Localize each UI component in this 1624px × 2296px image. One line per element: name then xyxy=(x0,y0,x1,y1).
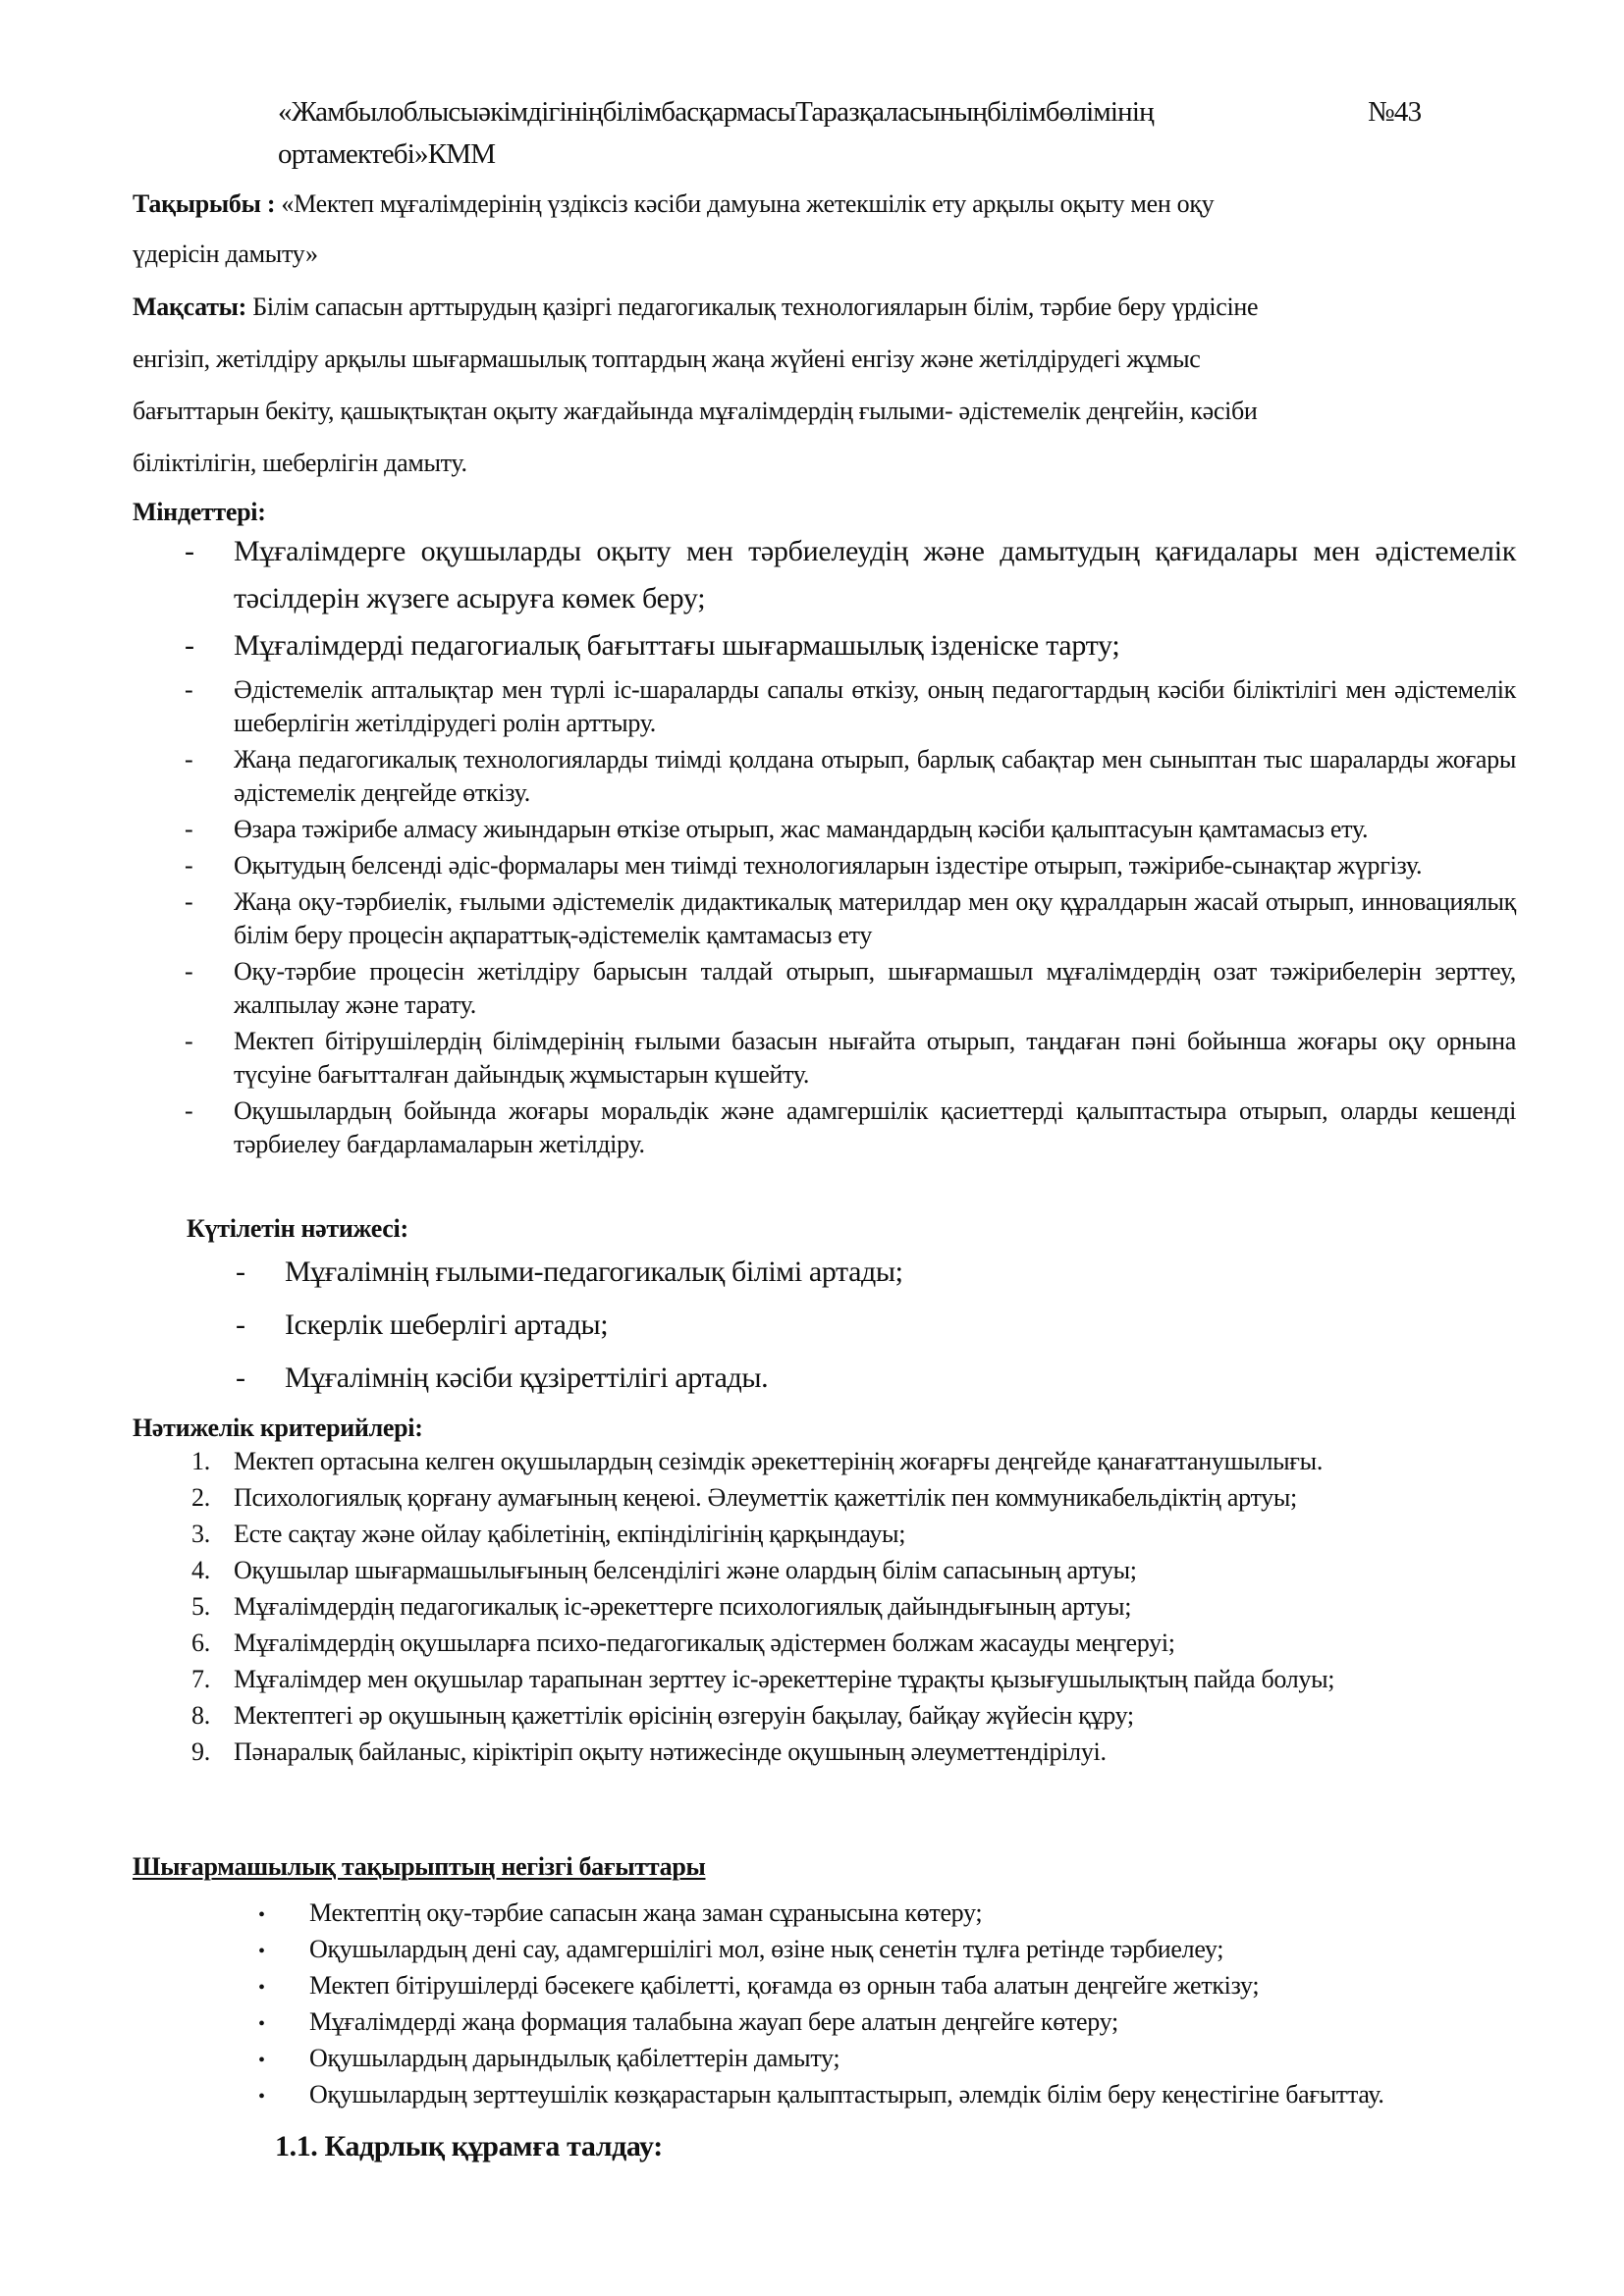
task-item: - Өзара тәжірибе алмасу жиындарын өткізе отырып, жас мамандардың кәсіби қалыптасуын қамтамасыз ету. xyxy=(234,813,1516,846)
goal-text: Білім сапасын арттырудың қазіргі педагогикалық технологияларын білім, тәрбие беру үрдісіне xyxy=(252,293,1259,321)
bullet-icon: • xyxy=(258,1904,265,1926)
section-title: 1.1. Кадрлық құрамға талдау: xyxy=(275,2130,663,2163)
task-item: - Жаңа педагогикалық технологияларды тиімді қолдана отырып, барлық сабақтар мен сыныптан тыс шараларды жоғары әдістемелік деңгейде өткізу. xyxy=(185,745,1516,807)
task-item: - Оқу-тәрбие процесін жетілдіру барысын талдай отырып, шығармашыл мұғалімдердің озат тәжірибелерін зерттеу, жалпылау және тарату. xyxy=(185,957,1516,1019)
dash-marker: - xyxy=(185,1096,193,1125)
criteria-item: 1. Мектеп ортасына келген оқушылардың сезімдік әрекеттерінің жоғарғы деңгейде қанағаттанушылығы. xyxy=(234,1445,1516,1478)
dash-marker: - xyxy=(236,1255,245,1288)
direction-item: • Оқушылардың дарындылық қабілеттерін дамыту; xyxy=(309,2042,1517,2075)
direction-item: • Оқушылардың зерттеушілік көзқарастарын қалыптастырып, әлемдік білім беру кеңестігіне бағыттау. xyxy=(309,2078,1517,2111)
goal-label: Мақсаты: xyxy=(133,293,247,321)
school-header-text: «ЖамбылоблысыәкімдігініңбілімбасқармасыТаразқаласыныңбілімбөлімінің xyxy=(278,96,1154,128)
item-number: 4. xyxy=(191,1556,210,1584)
dash-marker: - xyxy=(185,1027,193,1055)
goal-line1 xyxy=(133,282,1258,332)
direction-item: • Мектеп бітірушілерді бәсекеге қабілетті, қоғамда өз орнын таба алатын деңгейге жеткізу; xyxy=(309,1969,1517,2002)
dash-marker: - xyxy=(185,745,193,774)
criteria-item: 2. Психологиялық қорғану аумағының кеңеюі. Әлеуметтік қажеттілік пен коммуникабельдіктің артуы; xyxy=(234,1481,1516,1515)
dash-marker: - xyxy=(185,887,193,916)
bullet-icon: • xyxy=(258,2086,265,2108)
expected-item: - Іскерлік шеберлігі артады; xyxy=(285,1302,1463,1349)
task-item: - Мұғалімдерді педагогиалық бағыттағы шығармашылық ізденіске тарту; xyxy=(234,622,1516,669)
expected-item: - Мұғалімнің кәсіби құзіреттілігі артады. xyxy=(285,1355,1463,1402)
task-item: - Мұғалімдерге оқушыларды оқыту мен тәрбиелеудің және дамытудың қағидалары мен әдістемелік тәсілдерін жүзеге асыруға көмек беру; xyxy=(234,528,1516,622)
dash-marker: - xyxy=(185,675,193,704)
directions-heading: Шығармашылық тақырыптың негізгі бағыттары xyxy=(133,1852,706,1881)
item-number: 7. xyxy=(191,1665,210,1693)
criteria-item: 5. Мұғалімдердің педагогикалық іс-әрекеттерге психологиялық дайындығының артуы; xyxy=(234,1590,1516,1624)
topic-text: «Мектеп мұғалімдерінің үздіксіз кәсіби дамуына жетекшілік ету арқылы оқыту мен оқу xyxy=(281,189,1215,218)
direction-item: • Мұғалімдерді жаңа формация талабына жауап бере алатын деңгейге көтеру; xyxy=(309,2005,1517,2039)
tasks-heading: Міндеттері: xyxy=(133,498,266,526)
expected-item: - Мұғалімнің ғылыми-педагогикалық білімі артады; xyxy=(285,1249,1463,1296)
task-item: - Мектеп бітірушілердің білімдерінің ғылыми базасын нығайта отырып, таңдаған пәні бойынша жоғары оқу орнына түсуіне бағытталған дайындық жұмыстарын күшейту. xyxy=(185,1027,1516,1089)
dash-marker: - xyxy=(185,957,193,986)
school-number: №43 xyxy=(1368,96,1422,128)
criteria-item: 7. Мұғалімдер мен оқушылар тарапынан зерттеу іс-әрекеттеріне тұрақты қызығушылықтың пайда болуы; xyxy=(234,1663,1516,1696)
direction-item: • Мектептің оқу-тәрбие сапасын жаңа заман сұранысына көтеру; xyxy=(309,1896,1517,1930)
item-number: 3. xyxy=(191,1520,210,1548)
goal-line3: бағыттарын бекіту, қашықтықтан оқыту жағдайында мұғалімдердің ғылыми- әдістемелік деңгейін, кәсіби xyxy=(133,397,1258,425)
directions-list xyxy=(258,1896,1517,2114)
bullet-icon: • xyxy=(258,1977,265,1999)
dash-marker: - xyxy=(185,815,193,843)
bullet-icon: • xyxy=(258,2050,265,2071)
item-number: 1. xyxy=(191,1447,210,1475)
item-number: 9. xyxy=(191,1737,210,1766)
topic-label: Тақырыбы : xyxy=(133,189,276,218)
item-number: 8. xyxy=(191,1701,210,1730)
bullet-icon: • xyxy=(258,2013,265,2035)
goal-line4: біліктілігін, шеберлігін дамыту. xyxy=(133,449,467,477)
dash-marker: - xyxy=(185,851,193,880)
criteria-item: 4. Оқушылар шығармашылығының белсенділігі және олардың білім сапасының артуы; xyxy=(234,1554,1516,1587)
tasks-list xyxy=(185,528,1516,1164)
dash-marker: - xyxy=(236,1362,245,1394)
school-header-line2: ортамектебі»КММ xyxy=(278,138,496,170)
direction-item: • Оқушылардың дені сау, адамгершілігі мол, өзіне нық сенетін тұлға ретінде тәрбиелеу; xyxy=(309,1933,1517,1966)
criteria-item: 9. Пәнаралық байланыс, кіріктіріп оқыту нәтижесінде оқушының әлеуметтендірілуі. xyxy=(234,1735,1516,1769)
dash-marker: - xyxy=(236,1308,245,1341)
goal-line2: енгізіп, жетілдіру арқылы шығармашылық топтардың жаңа жүйені енгізу және жетілдірудегі жұмыс xyxy=(133,345,1201,373)
topic-line2: үдерісін дамыту» xyxy=(133,240,318,268)
task-item: - Әдістемелік апталықтар мен түрлі іс-шараларды сапалы өткізу, оның педагогтардың кәсіби біліктілігі мен әдістемелік шеберлігін жетілдірудегі ролін арттыру. xyxy=(185,675,1516,737)
criteria-list xyxy=(191,1445,1516,1772)
item-number: 5. xyxy=(191,1592,210,1621)
criteria-item: 3. Есте сақтау және ойлау қабілетінің, екпінділігінің қарқындауы; xyxy=(234,1518,1516,1551)
task-item: - Оқушылардың бойында жоғары моральдік және адамгершілік қасиеттерді қалыптастыра отырып, оларды кешенді тәрбиелеу бағдарламаларын жетілдіру. xyxy=(185,1096,1516,1158)
criteria-heading: Нәтижелік критерийлері: xyxy=(133,1414,423,1442)
dash-marker: - xyxy=(185,629,194,662)
criteria-item: 6. Мұғалімдердің оқушыларға психо-педагогикалық әдістермен болжам жасауды меңгеруі; xyxy=(234,1627,1516,1660)
topic-line1 xyxy=(133,179,1214,229)
bullet-icon: • xyxy=(258,1941,265,1962)
item-number: 6. xyxy=(191,1629,210,1657)
task-item: - Жаңа оқу-тәрбиелік, ғылыми әдістемелік дидактикалық материлдар мен оқу құралдарын жасай отырып, инновациялық білім беру процесін ақпараттық-әдістемелік қамтамасыз ету xyxy=(185,887,1516,949)
school-header-line1 xyxy=(278,96,1422,129)
expected-heading: Күтілетін нәтижесі: xyxy=(187,1214,408,1243)
task-item: - Оқытудың белсенді әдіс-формалары мен тиімді технологияларын іздестіре отырып, тәжірибе-сынақтар жүргізу. xyxy=(234,849,1516,882)
dash-marker: - xyxy=(185,535,194,567)
criteria-item: 8. Мектептегі әр оқушының қажеттілік өрісінің өзгеруін бақылау, байқау жүйесін құру; xyxy=(234,1699,1516,1733)
expected-list xyxy=(236,1249,1463,1402)
item-number: 2. xyxy=(191,1483,210,1512)
